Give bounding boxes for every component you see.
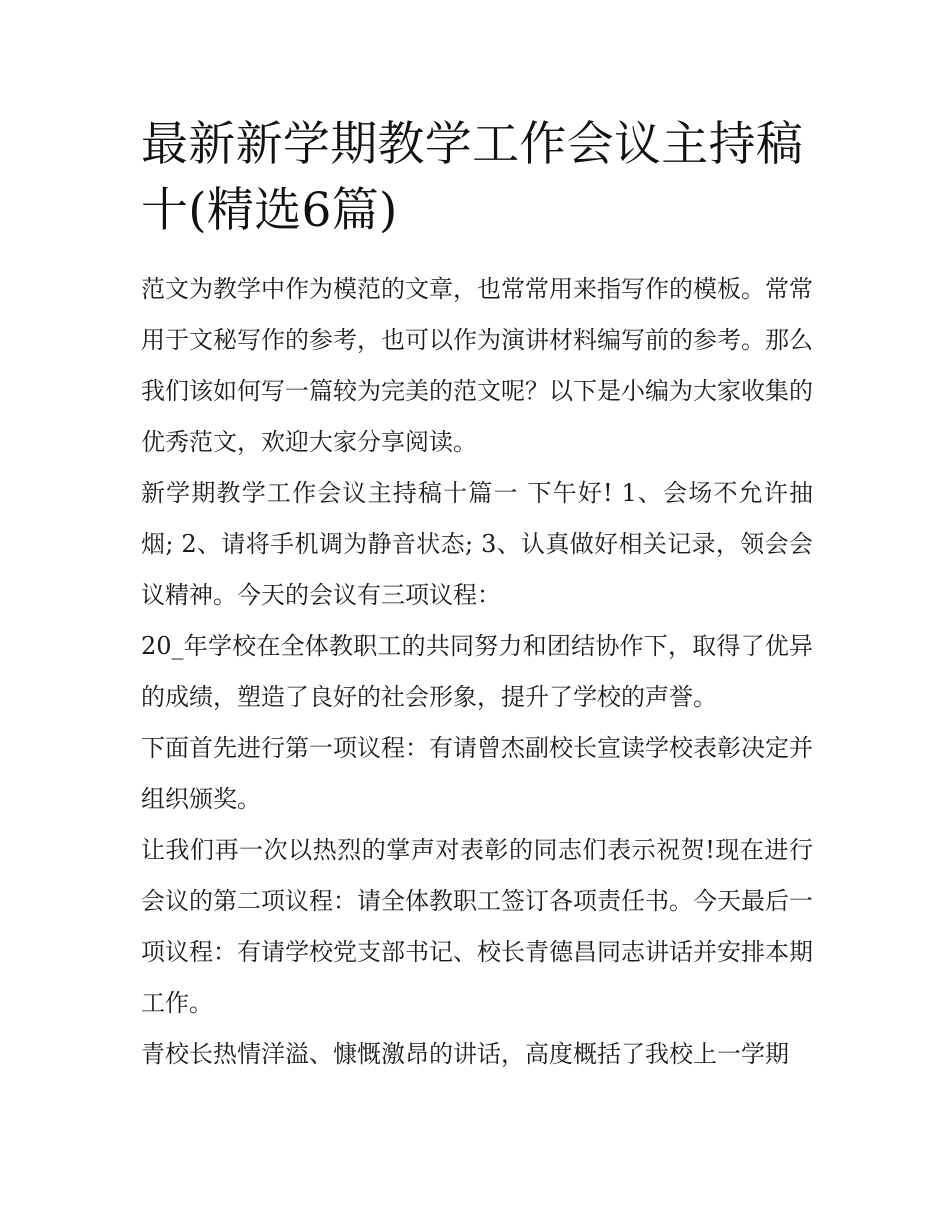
paragraph-opening: 新学期教学工作会议主持稿十篇一 下午好! 1、会场不允许抽烟; 2、请将手机调为静音状态; 3、认真做好相关记录，领会会议精神。今天的会议有三项议程： [141, 479, 813, 609]
document-body [141, 112, 813, 1080]
paragraph-agenda-two-three: 让我们再一次以热烈的掌声对表彰的同志们表示祝贺!现在进行会议的第二项议程：请全体教职工签订各项责任书。今天最后一项议程：有请学校党支部书记、校长青德昌同志讲话并安排本期工作。 [141, 836, 813, 1017]
document-title: 最新新学期教学工作会议主持稿十(精选6篇) [141, 117, 804, 238]
paragraph-intro: 范文为教学中作为模范的文章，也常常用来指写作的模板。常常用于文秘写作的参考，也可以作为演讲材料编写前的参考。那么我们该如何写一篇较为完美的范文呢？以下是小编为大家收集的优秀范文，欢迎大家分享阅读。 [141, 275, 813, 456]
paragraph-closing: 青校长热情洋溢、慷慨激昂的讲话，高度概括了我校上一学期 [141, 1040, 789, 1068]
paragraph-achievements: 20_年学校在全体教职工的共同努力和团结协作下，取得了优异的成绩，塑造了良好的社会形象，提升了学校的声誉。 [141, 632, 813, 711]
paragraph-agenda-one: 下面首先进行第一项议程：有请曾杰副校长宣读学校表彰决定并组织颁奖。 [141, 734, 813, 813]
